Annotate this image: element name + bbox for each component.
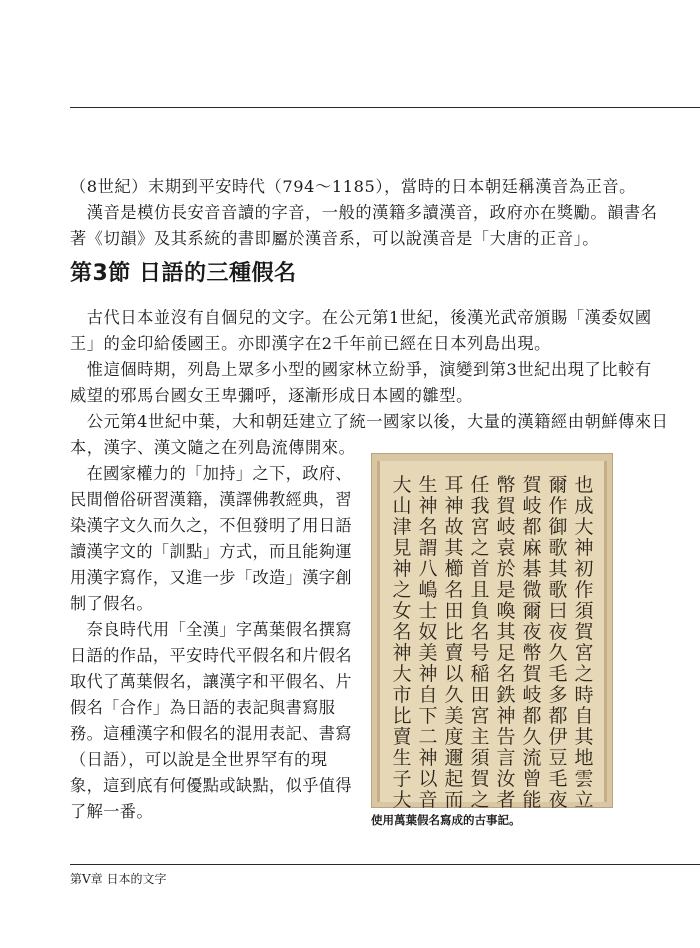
text-line: 在國家權力的「加持」之下，政府、 (70, 464, 352, 483)
text-line: 制了假名。 (70, 594, 153, 613)
manuscript-photo (371, 453, 613, 808)
text-line: 本，漢字、漢文隨之在列島流傳開來。 (70, 438, 356, 457)
figure-caption: 使用萬葉假名寫成的古事記。 (371, 813, 521, 827)
text-line: 惟這個時期，列島上眾多小型的國家林立紛爭，演變到第3世紀出現了比較有 (70, 360, 652, 379)
chapter-footer: 第Ⅴ章 日本的文字 (70, 872, 167, 886)
text-line: （8世紀）末期到平安時代（794～1185），當時的日本朝廷稱漢音為正音。 (70, 177, 636, 196)
text-line: 日語的作品，平安時代平假名和片假名 (70, 646, 352, 665)
manuscript-column: 賀岐都麻碁微爾夜幣賀岐都久流曾能 (522, 474, 542, 808)
text-line: 了解一番。 (70, 802, 153, 821)
text-line: 取代了萬葉假名，讓漢字和平假名、片 (70, 672, 352, 691)
text-line: 公元第4世紀中葉，大和朝廷建立了統一國家以後，大量的漢籍經由朝鮮傳來日 (70, 412, 669, 431)
text-line: （日語），可以說是全世界罕有的現 (70, 750, 328, 769)
side-paragraphs (70, 461, 360, 825)
text-line: 用漢字寫作，又進一步「改造」漢字創 (70, 568, 352, 587)
manuscript-column: 爾作御歌其歌曰夜久毛多都伊豆毛夜 (548, 474, 568, 808)
text-line: 務。這種漢字和假名的混用表記、書寫 (70, 724, 352, 743)
text-line: 古代日本並沒有自個兒的文字。在公元第1世紀，後漢光武帝頒賜「漢委奴國 (70, 308, 652, 327)
text-line: 染漢字文久而久之，不但發明了用日語 (70, 516, 352, 535)
header-rule (70, 107, 700, 108)
manuscript-column: 也成大神初作須賀宮之時自其地雲立 (574, 474, 594, 808)
text-line: 漢音是模仿長安音音讀的字音，一般的漢籍多讀漢音，政府亦在獎勵。韻書名 (70, 203, 658, 222)
text-line: 民間僧俗研習漢籍，漢譯佛教經典，習 (70, 490, 352, 509)
text-line: 奈良時代用「全漢」字萬葉假名撰寫 (70, 620, 352, 639)
text-line: 王」的金印給倭國王。亦即漢字在2千年前已經在日本列島出現。 (70, 334, 551, 353)
body-paragraphs (70, 305, 669, 461)
text-line: 威望的邪馬台國女王卑彌呼，逐漸形成日本國的雛型。 (70, 386, 473, 405)
manuscript-column: 大山津見神之女名神大市比賣生子大 (392, 474, 412, 808)
manuscript-column: 幣賀岐袁於是喚其足名鉄神告言汝者 (496, 474, 516, 808)
footer-rule (70, 864, 700, 865)
text-line: 讀漢字文的「訓點」方式，而且能夠運 (70, 542, 352, 561)
text-line: 假名「合作」為日語的表記與書寫服 (70, 698, 336, 717)
section-title: 第3節 日語的三種假名 (70, 261, 297, 286)
manuscript-column: 耳神故其櫛名田比賣以久美度邇起而 (444, 474, 464, 808)
manuscript-column: 生神名謂八嶋士奴美神自下二神以音 (418, 474, 438, 808)
text-line: 著《切韻》及其系統的書即屬於漢音系，可以說漢音是「大唐的正音」。 (70, 229, 600, 248)
top-paragraph (70, 174, 658, 252)
manuscript-column: 任我宮之首且負名号稲田宮主須賀之 (470, 474, 490, 808)
text-line: 象，這到底有何優點或缺點，似乎值得 (70, 776, 352, 795)
